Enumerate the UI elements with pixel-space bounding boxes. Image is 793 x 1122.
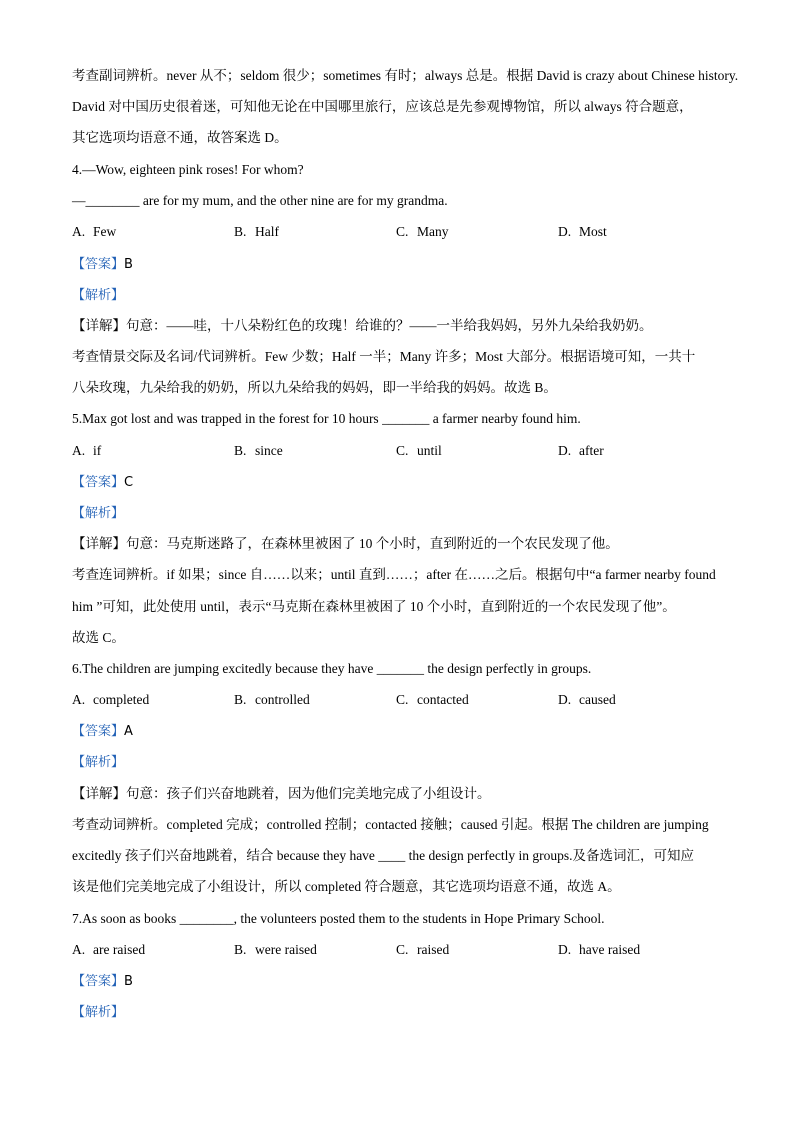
explanation-line: 该是他们完美地完成了小组设计，所以 completed 符合题意，其它选项均语意不通，故选 A。 [72, 879, 621, 894]
option-d: D. caused [558, 692, 616, 707]
option-d: D. after [558, 443, 604, 458]
option-c: C. Many [396, 224, 449, 239]
option-a: A. completed [72, 692, 150, 707]
explanation-line: 考查连词辨析。if 如果；since 自……以来；until 直到……；after 在……之后。根据句中“a farmer nearby found [72, 567, 716, 582]
detail-line: 【详解】句意：孩子们兴奋地跳着，因为他们完美地完成了小组设计。 [72, 786, 491, 801]
explanation-line: excitedly 孩子们兴奋地跳着，结合 because they have ____ the design perfectly in groups.及备选词汇，可知应 [72, 848, 695, 863]
explanation-line: 其它选项均语意不通，故答案选 D。 [72, 130, 288, 145]
option-b: B. Half [234, 224, 279, 239]
question-5-options [72, 441, 722, 461]
option-b: B. since [234, 443, 283, 458]
option-d: D. have raised [558, 942, 641, 957]
answer-line: 【答案】C [72, 475, 134, 490]
analysis-label: 【解析】 [72, 755, 125, 770]
detail-line: 【详解】句意：——哇，十八朵粉红色的玫瑰！给谁的？——一半给我妈妈，另外九朵给我奶奶。 [72, 318, 653, 333]
answer-line: 【答案】B [72, 257, 133, 272]
explanation-line: David 对中国历史很着迷，可知他无论在中国哪里旅行，应该总是先参观博物馆，所以 always 符合题意， [72, 99, 693, 114]
option-d: D. Most [558, 224, 607, 239]
explanation-line: him ”可知，此处使用 until，表示“马克斯在森林里被困了 10 个小时，直到附近的一个农民发现了他”。 [72, 599, 676, 614]
explanation-line: 考查情景交际及名词/代词辨析。Few 少数；Half 一半；Many 许多；Most 大部分。根据语境可知，一共十 [72, 349, 696, 364]
option-a: A. Few [72, 224, 117, 239]
explanation-line: 考查副词辨析。never 从不；seldom 很少；sometimes 有时；always 总是。根据 David is crazy about Chinese history. [72, 68, 739, 83]
question-4-text-2: —________ are for my mum, and the other nine are for my grandma. [72, 193, 448, 208]
analysis-label: 【解析】 [72, 288, 125, 303]
option-c: C. raised [396, 942, 450, 957]
question-4-options [72, 222, 722, 242]
option-a: A. are raised [72, 942, 146, 957]
answer-line: 【答案】B [72, 974, 133, 989]
explanation-line: 考查动词辨析。completed 完成；controlled 控制；contacted 接触；caused 引起。根据 The children are jumping [72, 817, 709, 832]
option-c: C. until [396, 443, 442, 458]
question-5-text: 5.Max got lost and was trapped in the forest for 10 hours _______ a farmer nearby found him. [72, 411, 581, 426]
analysis-label: 【解析】 [72, 1005, 125, 1020]
answer-line: 【答案】A [72, 724, 133, 739]
analysis-label: 【解析】 [72, 506, 125, 521]
question-6-options [72, 690, 722, 710]
explanation-line: 故选 C。 [72, 630, 125, 645]
detail-line: 【详解】句意：马克斯迷路了，在森林里被困了 10 个小时，直到附近的一个农民发现了他。 [72, 536, 619, 551]
option-b: B. controlled [234, 692, 310, 707]
option-b: B. were raised [234, 942, 317, 957]
option-a: A. if [72, 443, 102, 458]
explanation-line: 八朵玫瑰，九朵给我的奶奶，所以九朵给我的妈妈，即一半给我的妈妈。故选 B。 [72, 380, 557, 395]
question-7-options [72, 940, 722, 960]
question-4-text: 4.—Wow, eighteen pink roses! For whom? [72, 162, 304, 177]
option-c: C. contacted [396, 692, 469, 707]
question-7-text: 7.As soon as books ________, the volunteers posted them to the students in Hope Primary School. [72, 911, 605, 926]
question-6-text: 6.The children are jumping excitedly because they have _______ the design perfectly in groups. [72, 661, 592, 676]
